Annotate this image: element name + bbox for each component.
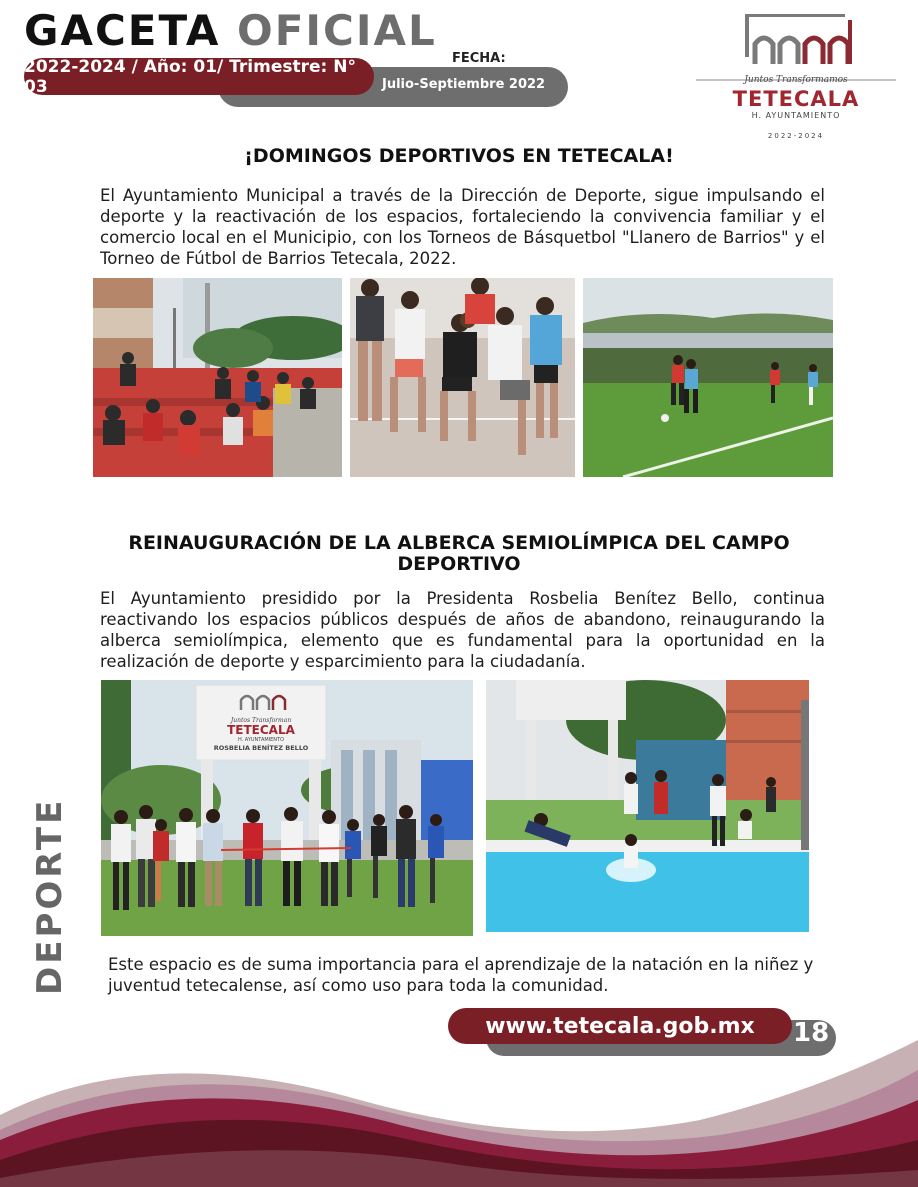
logo-name: TETECALA (732, 87, 860, 111)
arches-icon (745, 14, 852, 64)
gazette-title-part2: OFICIAL (237, 6, 437, 55)
page-number: 18 (793, 1018, 830, 1048)
sign-subtitle: H. AYUNTAMIENTO (237, 737, 285, 743)
section2-body: El Ayuntamiento presidido por la Presidenta Rosbelia Benítez Bello, continua reactivando los espacios públicos después de años de abandono, reinaugurando la alberca semiolímpica, elemento que es fundamental para la oportunidad en la realización de deporte y esparcimiento para la ciudadanía. (100, 589, 825, 671)
logo-tagline: Juntos Transformamos (744, 75, 848, 85)
section2-heading: REINAUGURACIÓN DE LA ALBERCA SEMIOLÍMPICA DEL CAMPO DEPORTIVO (128, 532, 790, 575)
sign-president: ROSBELIA BENÍTEZ BELLO (213, 744, 309, 752)
date-value: Julio-Septiembre 2022 (382, 77, 546, 92)
issue-badge: 2022-2024 / Año: 01/ Trimestre: N° 03 (24, 58, 374, 95)
sign-name: TETECALA (227, 723, 295, 737)
sign-tagline: Juntos Transforman (230, 717, 292, 724)
logo-subtitle: H. AYUNTAMIENTO (751, 111, 841, 120)
section1-heading: ¡DOMINGOS DEPORTIVOS EN TETECALA! (244, 145, 674, 167)
photo-pool (486, 680, 809, 932)
photo-football (583, 278, 833, 477)
photo-reinauguration (101, 680, 473, 936)
section-side-label: DEPORTE (30, 797, 70, 995)
section2-closing: Este espacio es de suma importancia para el aprendizaje de la natación en la niñez y juventud tetecalense, así como uso para toda la comunidad. (108, 955, 814, 995)
photo-basketball (350, 278, 575, 477)
photo-spectators (93, 278, 342, 477)
tetecala-logo (690, 8, 902, 140)
gazette-title (24, 6, 437, 55)
logo-years: 2022-2024 (767, 132, 825, 140)
date-label: FECHA: (452, 51, 506, 66)
section1-body: El Ayuntamiento Municipal a través de la Dirección de Deporte, sigue impulsando el deporte y la reactivación de los espacios, fortaleciendo la convivencia familiar y el comercio local en el Municipio, con los Torneos de Básquetbol "Llanero de Barrios" y el Torneo de Fútbol de Barrios Tetecala, 2022. (100, 186, 825, 268)
website-link[interactable]: www.tetecala.gob.mx (448, 1008, 792, 1044)
gazette-title-part1: GACETA (24, 6, 221, 55)
